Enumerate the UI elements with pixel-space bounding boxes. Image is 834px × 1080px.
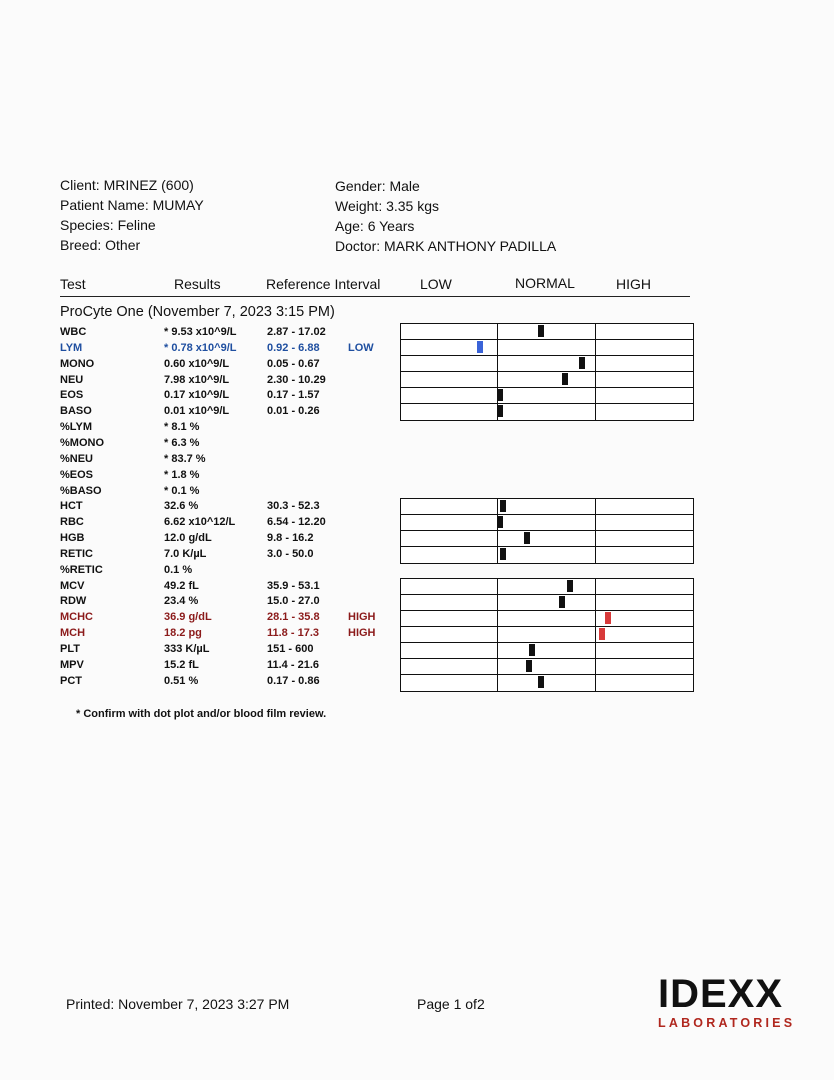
species-label: Species: Feline: [60, 217, 156, 233]
age-label: Age: 6 Years: [335, 218, 415, 234]
range-marker-mcv: [567, 580, 573, 592]
range-marker-plt: [529, 644, 535, 656]
column-header-reference: Reference Interval: [266, 276, 381, 292]
test-result: 49.2 fL: [164, 579, 199, 592]
result-flag: LOW: [348, 341, 374, 354]
test-name: %MONO: [60, 436, 104, 449]
test-name: MCHC: [60, 611, 93, 624]
reference-interval: 0.01 - 0.26: [267, 405, 320, 418]
range-row-divider: [401, 610, 693, 611]
test-result: * 8.1 %: [164, 421, 200, 434]
test-name: %RETIC: [60, 563, 103, 576]
client-label: Client: MRINEZ (600): [60, 177, 194, 193]
test-result: * 0.78 x10^9/L: [164, 341, 237, 354]
reference-interval: 11.4 - 21.6: [267, 658, 319, 671]
reference-interval: 0.17 - 0.86: [267, 674, 320, 687]
range-marker-eos: [497, 389, 503, 401]
table-row: [0, 421, 834, 437]
footnote: * Confirm with dot plot and/or blood film review.: [76, 708, 327, 720]
range-chart-rbc-group: [400, 498, 694, 564]
column-header-high: HIGH: [616, 276, 651, 292]
table-row: [0, 437, 834, 453]
reference-interval: 2.30 - 10.29: [267, 373, 326, 386]
range-chart-wbc-group: [400, 323, 694, 421]
range-marker-mono: [579, 357, 585, 369]
reference-interval: 6.54 - 12.20: [267, 516, 326, 529]
breed-label: Breed: Other: [60, 237, 141, 253]
reference-interval: 11.8 - 17.3: [267, 627, 319, 640]
range-row-divider: [401, 626, 693, 627]
result-flag: HIGH: [348, 627, 376, 640]
test-result: 0.1 %: [164, 563, 193, 576]
test-name: NEU: [60, 373, 84, 386]
test-result: 7.98 x10^9/L: [164, 373, 230, 386]
patient-name-label: Patient Name: MUMAY: [60, 197, 204, 213]
reference-interval: 30.3 - 52.3: [267, 500, 320, 513]
range-zone-divider: [497, 499, 498, 563]
range-marker-hct: [500, 500, 506, 512]
table-row: [0, 469, 834, 485]
test-name: %BASO: [60, 484, 102, 497]
range-row-divider: [401, 530, 693, 531]
printed-timestamp: Printed: November 7, 2023 3:27 PM: [66, 996, 290, 1012]
reference-interval: 0.92 - 6.88: [267, 341, 320, 354]
range-marker-retic: [500, 548, 506, 560]
test-name: PLT: [60, 643, 80, 655]
column-header-test: Test: [60, 276, 86, 292]
page-number: Page 1 of2: [417, 996, 485, 1012]
reference-interval: 35.9 - 53.1: [267, 579, 320, 592]
test-result: 7.0 K/µL: [164, 547, 207, 560]
test-result: 18.2 pg: [164, 627, 202, 640]
test-name: MCH: [60, 627, 86, 640]
range-chart-indices-group: [400, 578, 694, 692]
test-result: 32.6 %: [164, 500, 199, 513]
test-name: %NEU: [60, 452, 94, 465]
test-name: BASO: [60, 405, 92, 418]
range-marker-hgb: [524, 532, 530, 544]
test-name: HCT: [60, 500, 83, 513]
test-name: PCT: [60, 674, 82, 687]
result-flag: HIGH: [348, 611, 376, 624]
range-row-divider: [401, 642, 693, 643]
range-marker-mchc: [605, 612, 611, 624]
test-name: RDW: [60, 595, 87, 608]
reference-interval: 28.1 - 35.8: [267, 611, 320, 624]
test-result: 36.9 g/dL: [164, 611, 212, 624]
range-row-divider: [401, 387, 693, 388]
range-marker-neu: [562, 373, 568, 385]
test-result: * 1.8 %: [164, 468, 200, 481]
test-name: RBC: [60, 516, 84, 529]
test-result: * 6.3 %: [164, 436, 200, 449]
test-result: 0.01 x10^9/L: [164, 405, 230, 418]
range-row-divider: [401, 594, 693, 595]
range-row-divider: [401, 371, 693, 372]
idexx-logo: [658, 974, 795, 1030]
test-name: EOS: [60, 389, 84, 402]
test-result: * 83.7 %: [164, 452, 206, 465]
test-result: 12.0 g/dL: [164, 532, 212, 545]
section-title: ProCyte One (November 7, 2023 3:15 PM): [60, 304, 335, 320]
test-result: * 9.53 x10^9/L: [164, 326, 237, 338]
range-zone-divider: [595, 499, 596, 563]
test-result: 15.2 fL: [164, 658, 199, 671]
reference-interval: 151 - 600: [267, 643, 314, 655]
test-result: 6.62 x10^12/L: [164, 516, 236, 529]
logo-wordmark: IDEXX: [658, 972, 784, 1016]
test-name: MCV: [60, 579, 85, 592]
range-row-divider: [401, 355, 693, 356]
range-marker-baso: [497, 405, 503, 417]
range-row-divider: [401, 514, 693, 515]
reference-interval: 0.05 - 0.67: [267, 357, 320, 370]
test-result: 0.17 x10^9/L: [164, 389, 230, 402]
range-row-divider: [401, 658, 693, 659]
test-name: LYM: [60, 341, 83, 354]
range-row-divider: [401, 339, 693, 340]
range-row-divider: [401, 674, 693, 675]
reference-interval: 0.17 - 1.57: [267, 389, 320, 402]
test-name: MPV: [60, 658, 84, 671]
test-name: %EOS: [60, 468, 94, 481]
reference-interval: 9.8 - 16.2: [267, 532, 314, 545]
gender-label: Gender: Male: [335, 178, 420, 194]
range-marker-wbc: [538, 325, 544, 337]
column-header-results: Results: [174, 276, 221, 292]
header-divider: [60, 296, 690, 297]
range-row-divider: [401, 546, 693, 547]
doctor-label: Doctor: MARK ANTHONY PADILLA: [335, 238, 557, 254]
test-result: 0.51 %: [164, 674, 199, 687]
test-name: RETIC: [60, 547, 93, 560]
range-marker-rbc: [497, 516, 503, 528]
reference-interval: 2.87 - 17.02: [267, 326, 326, 338]
test-result: 333 K/µL: [164, 643, 210, 655]
range-marker-mpv: [526, 660, 532, 672]
weight-label: Weight: 3.35 kgs: [335, 198, 440, 214]
range-marker-pct: [538, 676, 544, 688]
range-marker-lym: [477, 341, 483, 353]
test-name: MONO: [60, 357, 95, 370]
test-name: HGB: [60, 532, 85, 545]
logo-subtitle: LABORATORIES: [658, 1016, 796, 1030]
reference-interval: 3.0 - 50.0: [267, 547, 314, 560]
test-name: WBC: [60, 326, 87, 338]
range-row-divider: [401, 403, 693, 404]
range-marker-rdw: [559, 596, 565, 608]
test-result: 0.60 x10^9/L: [164, 357, 230, 370]
column-header-low: LOW: [420, 276, 452, 292]
range-marker-mch: [599, 628, 605, 640]
table-row: [0, 453, 834, 469]
test-name: %LYM: [60, 421, 92, 434]
test-result: * 0.1 %: [164, 484, 200, 497]
reference-interval: 15.0 - 27.0: [267, 595, 320, 608]
test-result: 23.4 %: [164, 595, 199, 608]
column-header-normal: NORMAL: [515, 275, 575, 291]
